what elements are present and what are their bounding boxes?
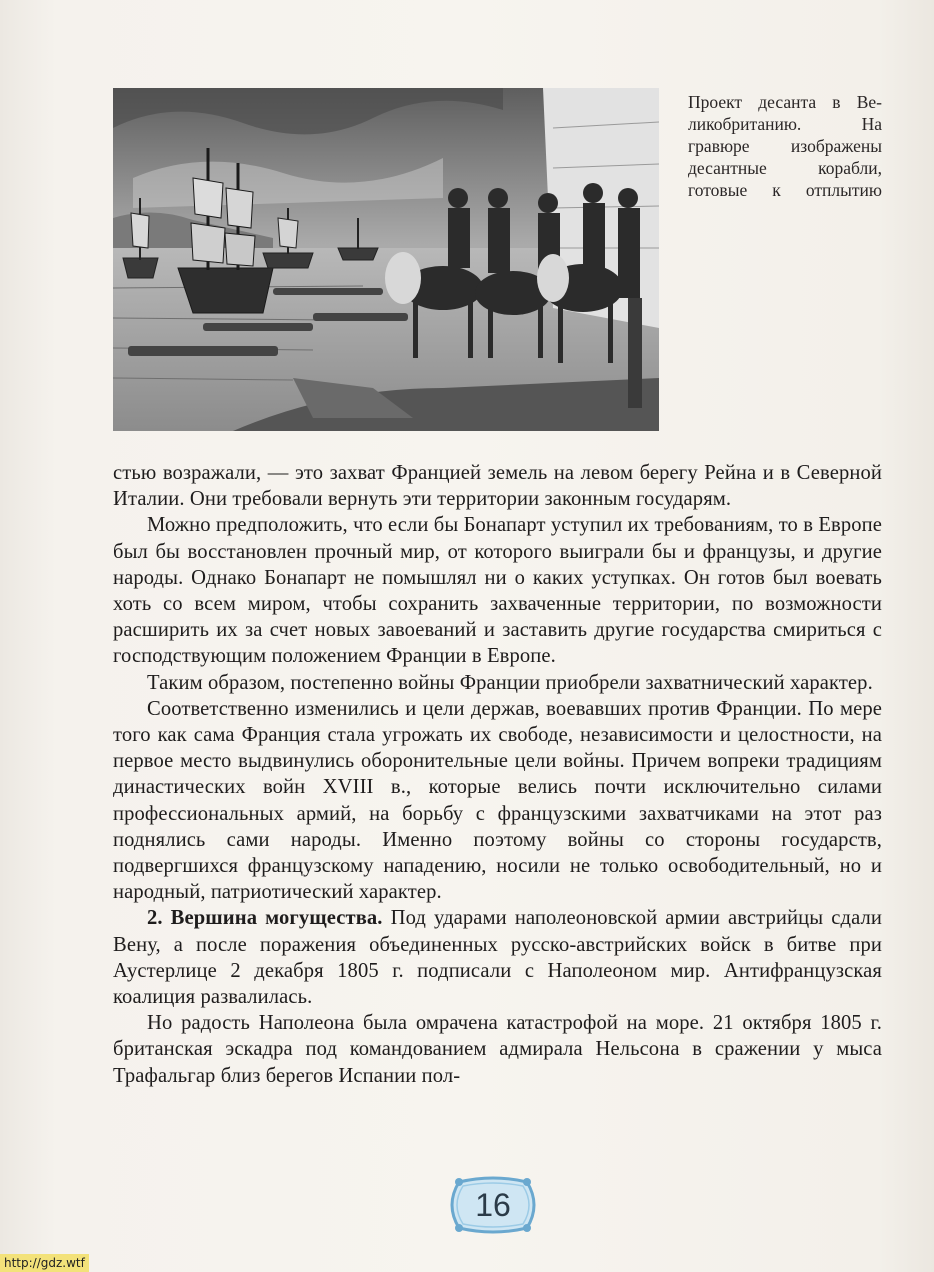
watermark-link[interactable]: http://gdz.wtf [0, 1254, 89, 1272]
section-heading: 2. Вершина могущества. [147, 907, 383, 930]
section-text: Под ударами наполеоновской армии австрийцы сдали Вену, а после поражения объединенных русско-австрийских войск в битве при Аустерлице 2 декабря 1805 г. подписали с Наполеоном мир. Антифранцузская коалиция развалилась. [113, 907, 882, 1009]
caption-line: готовые к отплытию [688, 180, 882, 200]
paragraph: Можно предположить, что если бы Бонапарт уступил их требованиям, то в Европе был бы восстановлен прочный мир, от которого выиграли бы и французы, и другие народы. Однако Бонапарт не помышлял ни о каких уступках. Он готов был воевать хоть со всем миром, чтобы сохранить захваченные территории, по возможности расширить их за счет новых завоеваний и заставить другие государства смириться с господствующим положением Франции в Европе. [113, 514, 882, 668]
caption-line: десантные корабли, [688, 158, 882, 178]
paragraph-section [113, 905, 882, 1010]
paragraph: Таким образом, постепенно войны Франции приобрели захватнический характер. [147, 671, 873, 694]
paragraph: Но радость Наполеона была омрачена катастрофой на море. 21 октября 1805 г. британская эскадра под командованием адмирала Нельсона в сражении у мыса Трафальгар близ берегов Испании пол- [113, 1012, 882, 1087]
paragraph: Соответственно изменились и цели держав, воевавших против Франции. По мере того как сама Франция стала угрожать их свободе, независимости и целостности, на первое место выдвинулись оборонительные цели войны. Причем вопреки традициям династических войн XVIII в., которые велись почти исключительно силами профессиональных армий, на борьбу с французскими захватчиками на этот раз поднялись сами народы. Именно поэтому войны со стороны государств, подвергшихся французскому нападению, носили не только освободительный, но и народный, патриотический характер. [113, 697, 882, 904]
caption-line: Проект десанта в Ве- [688, 92, 882, 112]
paragraph-continuation: стью возражали, — это захват Францией земель на левом берегу Рейна и в Северной Италии. Они требовали вернуть эти территории законным государям. [113, 462, 882, 511]
engraving-illustration [113, 88, 659, 431]
caption-line: ликобританию. На [688, 114, 882, 134]
page-number: 16 [475, 1187, 511, 1223]
illustration-caption [688, 91, 882, 201]
page-number-badge [445, 1176, 541, 1234]
caption-line: гравюре изображены [688, 136, 882, 156]
body-text [113, 460, 882, 1089]
